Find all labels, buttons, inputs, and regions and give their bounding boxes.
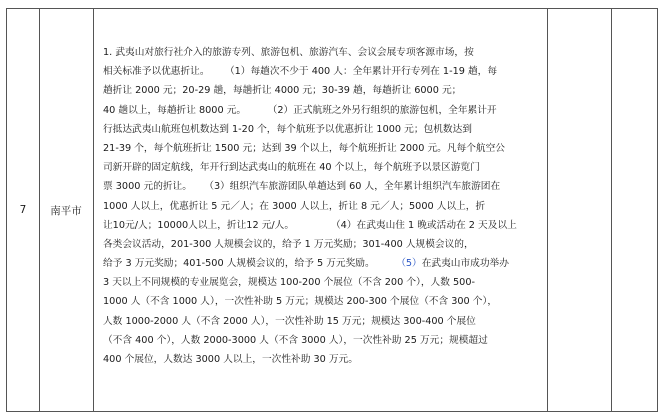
policy-text-line xyxy=(103,120,539,139)
policy-text-segment: 票 3000 元的折让。 （3）组织汽车旅游团队单趟达到 60 人，全年累计组织汽车旅游团在 xyxy=(103,181,501,193)
policy-text-line xyxy=(103,216,539,235)
policy-text-segment: 40 趟以上，每趟折让 8000 元。 （2）正式航班之外另行组织的旅游包机，全年累计开 xyxy=(103,104,497,116)
highlighted-item-number: （5） xyxy=(396,258,422,270)
policy-table xyxy=(6,8,658,412)
policy-text-line xyxy=(103,81,539,100)
policy-text-segment: （不含 400 个），人数 2000-3000 人（不含 3000 人），一次性补助 25 万元；规模超过 xyxy=(103,334,488,346)
policy-content-cell xyxy=(93,9,547,411)
policy-text-segment: 在武夷山市成功举办 xyxy=(421,258,509,270)
policy-text-line xyxy=(103,62,539,81)
policy-text-segment: 行抵达武夷山航班包机数达到 1-20 个，每个航班予以优惠折让 1000 元；包机数达到 xyxy=(103,123,472,135)
policy-text-segment: 3 天以上不同规模的专业展览会，规模达 100-200 个展位（不含 200 个），人数 500- xyxy=(103,277,475,289)
policy-text-line xyxy=(103,177,539,196)
empty-cell xyxy=(547,9,611,411)
policy-text-line xyxy=(103,101,539,120)
policy-text-segment: 400 个展位，人数达 3000 人以上，一次性补助 30 万元。 xyxy=(103,354,358,365)
policy-text-line xyxy=(103,254,539,273)
empty-cell xyxy=(611,9,657,411)
policy-text-segment: 司新开辟的固定航线，年开行到达武夷山的航班在 40 个以上，每个航班予以景区游览门 xyxy=(103,162,480,174)
city-cell xyxy=(39,9,93,411)
policy-text-segment: 1000 人以上，优惠折让 5 元／人；在 3000 人以上，折让 8 元／人；5000 人以上，折 xyxy=(103,200,486,212)
policy-text-line xyxy=(103,197,539,216)
policy-text-segment: 各类会议活动，201-300 人规模会议的，给予 1 万元奖励；301-400 人规模会议的， xyxy=(103,238,474,250)
policy-text-line xyxy=(103,235,539,254)
policy-text-segment: 给予 3 万元奖励；401-500 人规模会议的，给予 5 万元奖励。 xyxy=(103,258,397,270)
policy-text-segment: 1. 武夷山对旅行社介入的旅游专列、旅游包机、旅游汽车、会议会展专项客源市场，按 xyxy=(103,47,474,58)
row-number-cell xyxy=(7,9,39,411)
policy-text-segment: 趟折让 2000 元；20-29 趟，每趟折让 4000 元；30-39 趟，每趟折让 6000 元； xyxy=(103,85,462,97)
policy-text-segment: 1000 人（不含 1000 人），一次性补助 5 万元；规模达 200-300 个展位（不含 300 个）， xyxy=(103,296,498,308)
policy-text-segment: 人数 1000-2000 人（不含 2000 人），一次性补助 15 万元；规模达 300-400 个展位 xyxy=(103,315,476,327)
row-number: 7 xyxy=(19,204,27,216)
policy-text-line xyxy=(103,139,539,158)
policy-text-line xyxy=(103,292,539,311)
policy-text-line xyxy=(103,312,539,331)
policy-text-line xyxy=(103,43,539,62)
policy-text-line xyxy=(103,350,539,369)
policy-text-line xyxy=(103,331,539,350)
policy-text-segment: 相关标准予以优惠折让。 （1）每趟次不少于 400 人：全年累计开行专列在 1-19 趟，每 xyxy=(103,66,498,78)
policy-text-line xyxy=(103,158,539,177)
policy-text-line xyxy=(103,273,539,292)
policy-text-segment: 让10元/人；10000人以上，折让12 元/人。 （4）在武夷山住 1 晚或活动在 2 天及以上 xyxy=(103,219,517,231)
policy-text-segment: 21-39 个，每个航班折让 1500 元；达到 39 个以上，每个航班折让 2000 元。凡每个航空公 xyxy=(103,142,505,154)
city-name: 南平市 xyxy=(50,204,82,217)
